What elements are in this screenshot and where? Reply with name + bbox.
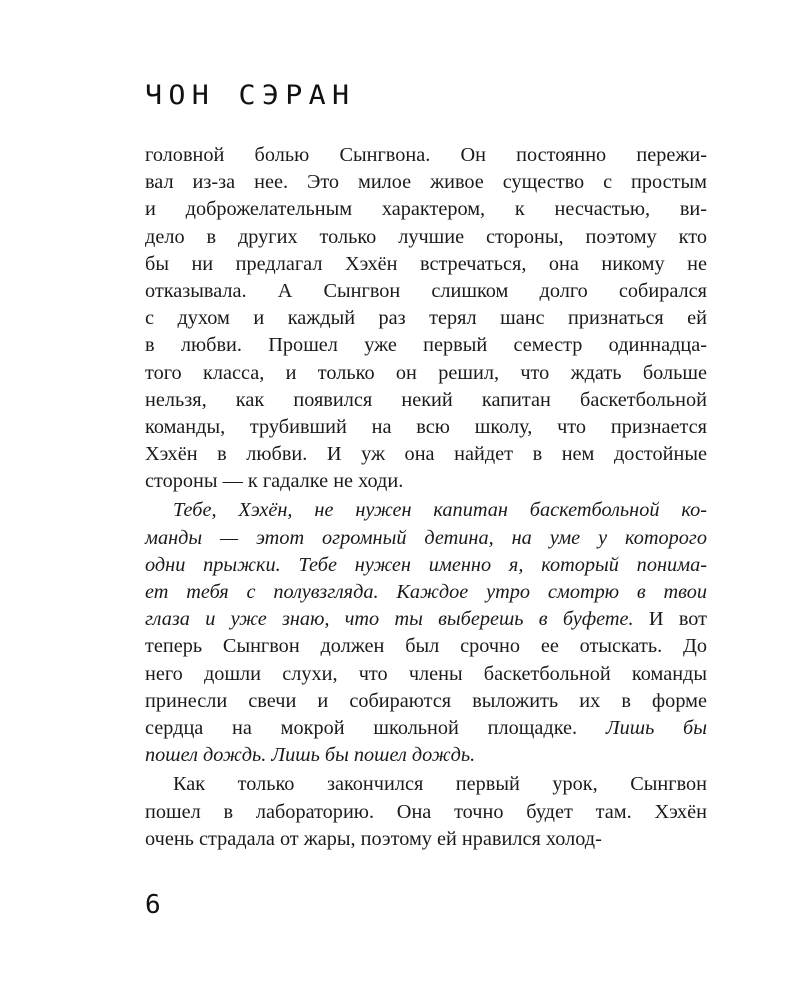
text-segment: команды, трубивший на всю школу, что признается — [145, 415, 707, 438]
text-segment: Хэхён в любви. И уж она найдет в нем достойные — [145, 443, 707, 466]
text-line — [145, 360, 707, 387]
italic-text-segment: глаза и уже знаю, что ты выберешь в буфете. — [145, 608, 634, 631]
text-line — [145, 633, 707, 660]
text-segment: сердца на мокрой школьной площадке. — [145, 716, 606, 739]
text-line — [145, 251, 707, 278]
text-segment: бы ни предлагал Хэхён встречаться, она никому не — [145, 252, 707, 275]
running-head-title: ЧОН СЭРАН — [145, 80, 356, 111]
paragraph — [145, 771, 707, 853]
text-segment: и доброжелательным характером, к несчастью, ви- — [145, 198, 707, 221]
text-line — [145, 305, 707, 332]
text-line — [145, 661, 707, 688]
text-line — [145, 579, 707, 606]
text-line — [145, 688, 707, 715]
text-segment: принесли свечи и собираются выложить их в форме — [145, 689, 707, 712]
text-segment: с духом и каждый раз терял шанс признаться ей — [145, 307, 707, 330]
italic-text-segment: Лишь бы — [605, 716, 707, 739]
text-segment: пошел в лабораторию. Она точно будет там. Хэхён — [145, 800, 707, 823]
text-line — [145, 826, 707, 853]
italic-text-segment: одни прыжки. Тебе нужен именно я, который понима- — [145, 553, 707, 576]
text-segment: вал из-за нее. Это милое живое существо с простым — [145, 171, 707, 194]
text-segment: головной болью Сынгвона. Он постоянно пережи- — [145, 144, 707, 166]
text-line — [145, 799, 707, 826]
text-segment: дело в других только лучшие стороны, поэтому кто — [145, 225, 707, 248]
italic-text-segment: Тебе, Хэхён, не нужен капитан баскетбольной ко- — [173, 499, 707, 522]
text-line — [145, 525, 707, 552]
text-line — [145, 142, 707, 169]
text-line — [145, 715, 707, 742]
page-number: 6 — [145, 890, 161, 920]
text-segment: стороны — к гадалке не ходи. — [145, 470, 404, 493]
paragraph — [145, 497, 707, 769]
text-segment: И вот — [633, 608, 707, 631]
text-line — [145, 771, 707, 798]
text-line — [145, 387, 707, 414]
text-line — [145, 742, 707, 769]
body-text — [145, 142, 707, 853]
text-segment: отказывала. А Сынгвон слишком долго собирался — [145, 279, 707, 302]
text-segment: очень страдала от жары, поэтому ей нравился холод- — [145, 827, 602, 850]
text-line — [145, 497, 707, 524]
text-segment: Как только закончился первый урок, Сынгвон — [173, 773, 707, 796]
text-line — [145, 278, 707, 305]
text-line — [145, 169, 707, 196]
italic-text-segment: манды — этот огромный детина, на уме у которого — [145, 526, 707, 549]
text-line — [145, 606, 707, 633]
italic-text-segment: ет тебя с полувзгляда. Каждое утро смотрю в твои — [145, 581, 707, 603]
text-segment: того класса, и только он решил, что ждать больше — [145, 361, 707, 384]
text-segment: теперь Сынгвон должен был срочно ее отыскать. До — [145, 635, 707, 658]
text-line — [145, 414, 707, 441]
text-line — [145, 441, 707, 468]
text-line — [145, 552, 707, 579]
text-line — [145, 224, 707, 251]
text-line — [145, 468, 707, 495]
text-line — [145, 332, 707, 359]
paragraph — [145, 142, 707, 495]
text-line — [145, 196, 707, 223]
text-segment: в любви. Прошел уже первый семестр одиннадца- — [145, 334, 707, 357]
text-segment: него дошли слухи, что члены баскетбольной команды — [145, 662, 707, 685]
italic-text-segment: пошел дождь. Лишь бы пошел дождь. — [145, 744, 476, 767]
text-segment: нельзя, как появился некий капитан баскетбольной — [145, 388, 707, 411]
